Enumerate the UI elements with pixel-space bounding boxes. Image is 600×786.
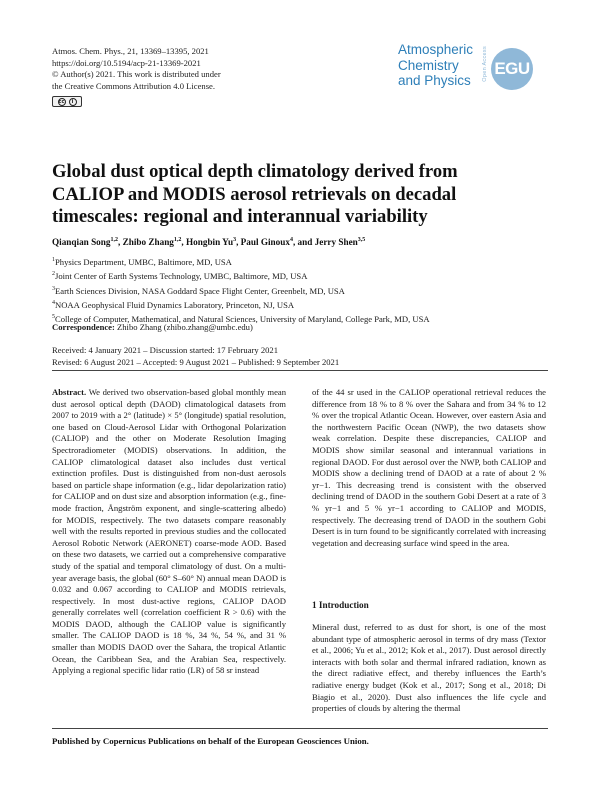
open-access-label: Open Access (482, 46, 488, 82)
author-name: and Jerry Shen (297, 237, 358, 248)
egu-logo-text: EGU (494, 59, 530, 78)
abstract-paragraph (52, 387, 286, 677)
affiliation-item: $^1$Physics Department, UMBC, Baltimore, MD, USA (52, 256, 232, 267)
journal-name: Atmospheric Chemistry and Physics (398, 42, 474, 88)
citation-block (52, 46, 221, 92)
article-title: Global dust optical depth climatology derived from CALIOP and MODIS aerosol retrievals on decadal timescales: regional and interannual variability (52, 161, 458, 227)
abstract-left-column (52, 387, 286, 677)
affiliation-item: $^2$Joint Center of Earth Systems Technology, UMBC, Baltimore, MD, USA (52, 271, 308, 282)
correspondence-label: Correspondence: (52, 322, 115, 332)
affiliation-list (52, 254, 552, 325)
correspondence (52, 322, 253, 332)
author-affiliation-marker: 1,2 (173, 237, 182, 243)
abstract-label: Abstract. (52, 387, 87, 397)
footer-divider (52, 728, 548, 729)
license-notice: the Creative Commons Attribution 4.0 License. (52, 80, 216, 91)
author-list: Qianqian Song$^{1,2}$, Zhibo Zhang$^{1,2}$, Hongbin Yu$^3$, Paul Ginoux$^4$, and Jerry Shen$^{3,5}$ (52, 237, 366, 248)
introduction-heading: 1 Introduction (312, 600, 369, 610)
correspondence-contact[interactable]: Zhibo Zhang (zhibo.zhang@umbc.edu) (117, 322, 253, 332)
egu-logo-icon (491, 48, 533, 90)
author-affiliation-marker: 3,5 (357, 237, 366, 243)
affiliation-item: $^3$Earth Sciences Division, NASA Goddard Space Flight Center, Greenbelt, MD, USA (52, 285, 345, 296)
author-affiliation-marker: 1,2 (110, 237, 118, 243)
publisher-footer: Published by Copernicus Publications on behalf of the European Geosciences Union. (52, 736, 369, 746)
affiliation-item: $^4$NOAA Geophysical Fluid Dynamics Laboratory, Princeton, NJ, USA (52, 299, 295, 310)
article-dates (52, 345, 339, 368)
abstract-right-column (312, 387, 546, 549)
author-name: Zhibo Zhang (122, 237, 174, 248)
author-affiliation-marker: 3 (233, 237, 237, 243)
received-dates: Received: 4 January 2021 – Discussion started: 17 February 2021 (52, 345, 279, 355)
abstract-continued: of the 44 sr used in the CALIOP operational retrieval reduces the difference from 18 % to 8 % over the Sahara and from 34 % to 12 % over the tropical Atlantic Ocean. However, over eastern Asia and the northwestern Pacific Ocean (NWP), the two datasets show weak correlation. Despite these discrepancies, CALIOP and MODIS show similar seasonal and interannual variations in regional DAOD. For dust aerosol over the NWP, both CALIOP and MODIS show a declining trend of DAOD at a rate of about 2 % yr−1. This decreasing trend is consistent with the observed declining trend of DAOD in the southern Gobi Desert at a rate of 3 % yr−1 and 5 % yr−1 according to CALIOP and MODIS, respectively. The decreasing trend of DAOD in the southern Gobi Desert is in turn found to be significantly correlated with increasing vegetation and decreasing surface wind speed in the area. (312, 387, 546, 548)
header-divider (52, 370, 548, 371)
journal-logo (398, 42, 558, 98)
copyright-notice: © Author(s) 2021. This work is distributed under (52, 69, 221, 79)
author-name: Paul Ginoux (240, 237, 290, 248)
introduction-text: Mineral dust, referred to as dust for short, is one of the most abundant type of atmospheric aerosol in terms of dry mass (Textor et al., 2006; Yu et al., 2012; Kok et al., 2017). Dust aerosol directly interacts with both solar and thermal infrared radiation, known as the direct radiative effect, and thereby influences the Earth’s radiative energy budget (Kok et al., 2017; Song et al., 2018; Di Biagio et al., 2020). Dust also influences the life cycle and properties of clouds by altering the thermal (312, 622, 546, 714)
published-dates: Revised: 6 August 2021 – Accepted: 9 August 2021 – Published: 9 September 2021 (52, 356, 340, 367)
affiliation-item: $^5$College of Computer, Mathematical, and Natural Sciences, University of Maryland, College Park, MD, USA (52, 313, 430, 324)
author-name: Hongbin Yu (186, 237, 234, 248)
citation-journal-ref: Atmos. Chem. Phys., 21, 13369–13395, 2021 (52, 46, 209, 56)
author-affiliation-marker: 4 (289, 237, 293, 243)
author-name: Qianqian Song (52, 237, 111, 248)
cc-by-icon[interactable]: cc i (52, 96, 82, 107)
abstract-text: We derived two observation-based global monthly mean dust aerosol optical depth (DAOD) climatological datasets from 2007 to 2019 with a 2° (latitude) × 5° (longitude) spatial resolution, one based on Cloud-Aerosol Lidar with Orthogonal Polarization (CALIOP) and the other on Moderate Resolution Imaging Spectroradiometer (MODIS) observations. In addition, the CALIOP climatological dataset also includes dust vertical extinction profiles. Dust is distinguished from non-dust aerosols based on particle shape information (e.g., lidar depolarization ratio) for CALIOP and on dust size and absorption information (e.g., fine-mode fraction, Ångström exponent, and single-scattering albedo) for MODIS, respectively. The two datasets compare reasonably well with the results reported in previous studies and the collocated Aerosol Robotic Network (AERONET) coarse-mode AOD. Based on these two datasets, we carried out a comprehensive comparative study of the spatial and temporal climatology of dust. On a multi-year average basis, the global (60° S–60° N) annual mean DAOD is 0.032 and 0.067 according to CALIOP and MODIS retrievals, respectively. In most dust-active regions, CALIOP DAOD generally correlates well (correlation coefficient R > 0.6) with the MODIS DAOD, although the CALIOP value is significantly smaller. The CALIOP DAOD is 18 %, 34 %, 54 %, and 31 % smaller than MODIS DAOD over the Sahara, the tropical Atlantic Ocean, the Caribbean Sea, and the Arabian Sea, respectively. Applying a regional specific lidar ratio (LR) of 58 sr instead (52, 387, 286, 676)
citation-doi-link[interactable]: https://doi.org/10.5194/acp-21-13369-2021 (52, 57, 201, 68)
